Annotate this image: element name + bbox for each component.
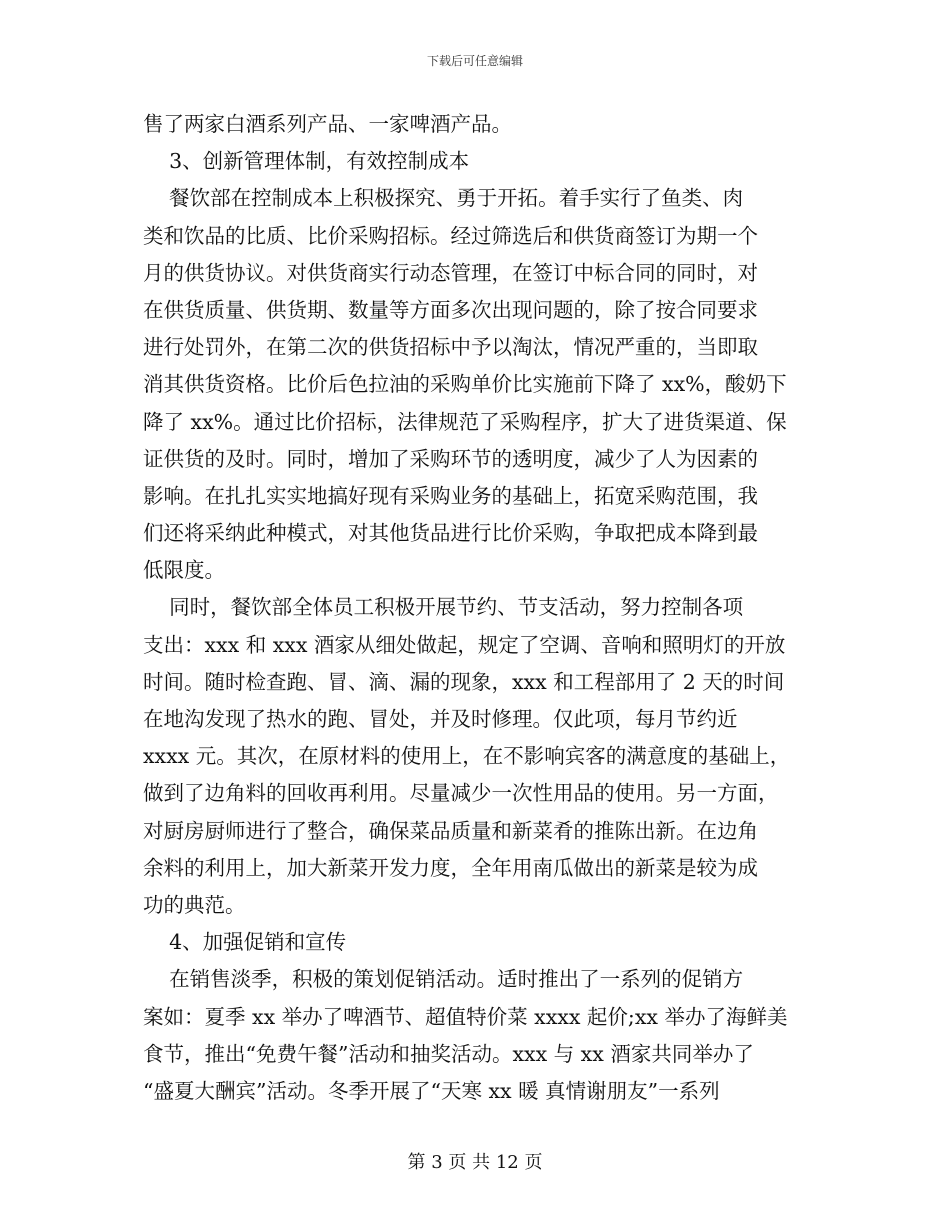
page-header: 下载后可任意编辑: [426, 54, 523, 68]
body-line: “盛夏大酬宾”活动。冬季开展了“天寒 xx 暖 真情谢朋友”一系列: [143, 1078, 720, 1103]
page-number-footer: 第 3 页 共 12 页: [407, 1152, 543, 1173]
body-line: 售了两家白酒系列产品、一家啤酒产品。: [143, 112, 512, 136]
section-heading: 3、创新管理体制，有效控制成本: [143, 149, 470, 174]
body-line: 在地沟发现了热水的跑、冒处，并及时修理。仅此项，每月节约近: [143, 707, 738, 731]
body-line: 支出：xxx 和 xxx 酒家从细处做起，规定了空调、音响和照明灯的开放: [143, 632, 786, 657]
body-line: 案如：夏季 xx 举办了啤酒节、超值特价菜 xxxx 起价;xx 举办了海鲜美: [143, 1004, 788, 1029]
body-line: 对厨房厨师进行了整合，确保菜品质量和新菜肴的推陈出新。在边角: [143, 818, 758, 843]
body-line: 功的典范。: [143, 892, 246, 917]
body-line: 们还将采纳此种模式，对其他货品进行比价采购，争取把成本降到最: [143, 521, 758, 546]
body-line: 时间。随时检查跑、冒、滴、漏的现象，xxx 和工程部用了 2 天的时间: [143, 669, 785, 694]
body-line: 在销售淡季，积极的策划促销活动。适时推出了一系列的促销方: [143, 967, 744, 992]
body-line: 余料的利用上，加大新菜开发力度，全年用南瓜做出的新菜是较为成: [143, 855, 758, 880]
body-line: 降了 xx%。通过比价招标，法律规范了采购程序，扩大了进货渠道、保: [143, 409, 787, 434]
body-line: 进行处罚外，在第二次的供货招标中予以淘汰，情况严重的，当即取: [143, 335, 758, 360]
body-line: 在供货质量、供货期、数量等方面多次出现问题的，除了按合同要求: [143, 297, 758, 322]
section-heading: 4、加强促销和宣传: [143, 930, 347, 955]
body-line: 类和饮品的比质、比价采购招标。经过筛选后和供货商签订为期一个: [143, 223, 758, 248]
body-line: xxxx 元。其次，在原材料的使用上，在不影响宾客的满意度的基础上，: [143, 744, 791, 769]
body-line: 食节，推出“免费午餐”活动和抽奖活动。xxx 与 xx 酒家共同举办了: [143, 1041, 754, 1066]
body-line: 影响。在扎扎实实地搞好现有采购业务的基础上，拓宽采购范围，我: [143, 483, 758, 508]
body-line: 餐饮部在控制成本上积极探究、勇于开拓。着手实行了鱼类、肉: [143, 186, 744, 211]
document-body: [143, 106, 813, 1110]
body-line: 证供货的及时。同时，增加了采购环节的透明度，减少了人为因素的: [143, 446, 758, 471]
body-line: 同时，餐饮部全体员工积极开展节约、节支活动，努力控制各项: [143, 595, 744, 620]
body-line: 低限度。: [143, 558, 225, 583]
body-line: 消其供货资格。比价后色拉油的采购单价比实施前下降了 xx%，酸奶下: [143, 372, 787, 397]
body-line: 做到了边角料的回收再利用。尽量减少一次性用品的使用。另一方面，: [143, 781, 779, 806]
body-line: 月的供货协议。对供货商实行动态管理，在签订中标合同的同时，对: [143, 260, 758, 285]
